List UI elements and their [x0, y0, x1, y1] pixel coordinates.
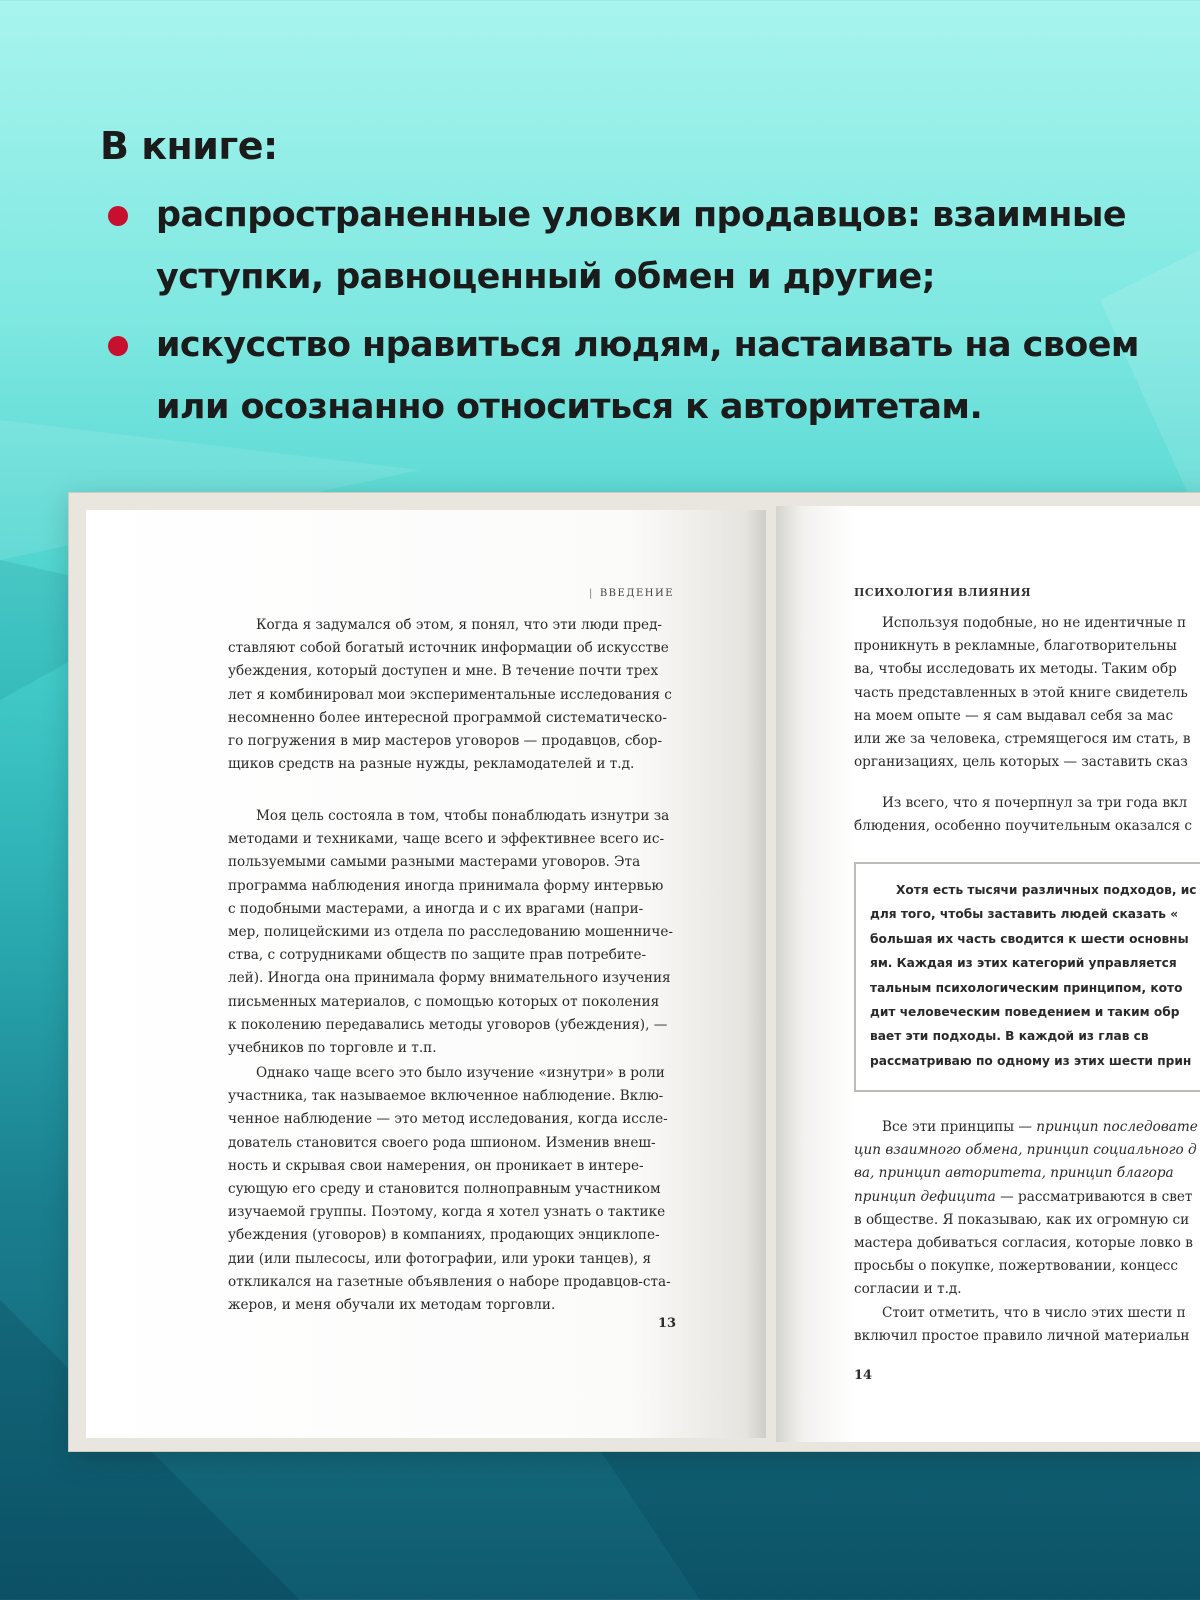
text-line: рассматриваю по одному из этих шести прин [870, 1053, 1192, 1068]
paragraph [228, 1062, 762, 1317]
text-line: ченное наблюдение — это метод исследования, когда иссле- [228, 1111, 668, 1128]
text-line: го погружения в мир мастеров уговоров — продавцов, сбор- [228, 733, 663, 750]
text-line: ность и скрывая свои намерения, он проникает в интере- [228, 1157, 644, 1174]
text-line [854, 1186, 1200, 1209]
text-line: с подобными мастерами, а иногда и с их врагами (напри- [228, 900, 644, 917]
text-span: Все эти принципы — [882, 1119, 1037, 1135]
text-line: ства, с сотрудниками обществ по защите прав потребите- [228, 947, 647, 964]
list-item-line: или осознанно относиться к авторитетам. [156, 387, 983, 427]
text-line: для того, чтобы заставить людей сказать « [870, 907, 1179, 922]
text-line: Из всего, что я почерпнул за три года вкл [882, 795, 1188, 811]
paragraph [854, 612, 1200, 774]
text-line: Однако чаще всего это было изучение «изнутри» в роли [256, 1065, 665, 1081]
feature-list [100, 184, 1180, 444]
list-item [100, 184, 1180, 308]
running-header [589, 588, 674, 599]
text-line: методами и техниками, чаще всего и эффективнее всего ис- [228, 831, 665, 848]
page-number: 13 [658, 1316, 677, 1331]
text-span-italic: принцип дефицита [854, 1188, 996, 1205]
text-line: часть представленных в этой книге свидетель [854, 684, 1188, 701]
text-line: цип взаимного обмена, принцип социального д [854, 1142, 1197, 1159]
text-line: тальным психологическим принципом, кото [870, 980, 1183, 995]
text-line: большая их часть сводится к шести основны [870, 931, 1189, 946]
text-line: участника, так называемое включенное наблюдение. Вклю- [228, 1088, 664, 1105]
text-line: откликался на газетные объявления о наборе продавцов-ста- [228, 1273, 671, 1290]
text-line: убеждения, который доступен и мне. В течение почти трех [228, 663, 659, 680]
bullet-icon [108, 336, 128, 356]
text-line: Хотя есть тысячи различных подходов, ис [896, 883, 1197, 897]
text-line: Используя подобные, но не идентичные п [882, 615, 1187, 631]
text-line: ставляют собой богатый источник информации об искусстве [228, 640, 669, 657]
text-line: Стоит отметить, что в число этих шести п [882, 1305, 1186, 1321]
text-line: лей). Иногда она принимала форму внимательного изучения [228, 970, 671, 987]
paragraph [228, 614, 762, 776]
text-line: пользуемыми самыми разными мастерами уговоров. Эта [228, 854, 641, 871]
left-page [86, 510, 766, 1438]
quote-text [870, 878, 1200, 1073]
text-line: или же за человека, стремящегося им стать, в [854, 731, 1191, 748]
text-line: жеров, и меня обучали их методам торговли. [228, 1297, 556, 1314]
running-header: ПСИХОЛОГИЯ ВЛИЯНИЯ [854, 586, 1032, 599]
text-line: лет я комбинировал мои экспериментальные исследования с [228, 686, 672, 703]
text-span-italic: принцип последовате [1036, 1119, 1198, 1135]
text-line: ва, чтобы исследовать их методы. Таким обр [854, 661, 1177, 678]
text-line: сующую его среду и становится полноправным участником [228, 1181, 661, 1198]
paragraph [854, 792, 1200, 838]
paragraph [854, 1116, 1200, 1302]
text-line: дии (или пылесосы, или фотографии, или уроки танцев), я [228, 1250, 652, 1267]
right-page [776, 506, 1200, 1442]
text-line: блюдения, особенно поучительным оказался с [854, 818, 1192, 835]
text-line: мастера добиваться согласия, которые ловко в [854, 1235, 1193, 1252]
text-line: включил простое правило личной материальн [854, 1328, 1190, 1345]
text-span: — рассматриваются в свет [995, 1188, 1193, 1205]
text-line: дит человеческим поведением и таким обр [870, 1005, 1180, 1020]
page-number: 14 [854, 1368, 873, 1383]
text-line: согласии и т.д. [854, 1281, 962, 1298]
text-line: ям. Каждая из этих категорий управляется [870, 956, 1177, 971]
text-line: проникнуть в рекламные, благотворительны [854, 638, 1177, 655]
text-line: мер, полицейскими из отдела по расследованию мошенниче- [228, 924, 673, 941]
text-line: щиков средств на разные нужды, рекламодателей и т.д. [228, 756, 635, 773]
text-line: организациях, цель которых — заставить сказ [854, 754, 1188, 771]
quote-box [854, 862, 1200, 1092]
text-line: ва, принцип авторитета, принцип благора [854, 1165, 1174, 1182]
text-line: изучаемой группы. Поэтому, когда я хотел узнать о тактике [228, 1204, 666, 1221]
header-divider: | [588, 588, 594, 599]
text-line: Моя цель состояла в том, чтобы понаблюдать изнутри за [256, 808, 670, 824]
list-item-line: искусство нравиться людям, настаивать на своем [156, 325, 1139, 365]
text-line: вает эти подходы. В каждой из глав св [870, 1029, 1149, 1044]
text-line: несомненно более интересной программой систематическо- [228, 709, 667, 726]
text-line: учебников по торговле и т.п. [228, 1040, 437, 1057]
text-line: Когда я задумался об этом, я понял, что эти люди пред- [256, 617, 663, 633]
text-line: дователь становится своего рода шпионом. Изменив внеш- [228, 1134, 656, 1151]
text-line: к поколению передавались методы уговоров (убеждения), — [228, 1016, 668, 1033]
list-item-line: распространенные уловки продавцов: взаимные [156, 195, 1127, 235]
list-item [100, 314, 1180, 438]
text-line: программа наблюдения иногда принимала форму интервью [228, 877, 664, 894]
bullet-icon [108, 206, 128, 226]
text-line: на моем опыте — я сам выдавал себя за мас [854, 707, 1174, 724]
running-header-text: ВВЕДЕНИЕ [599, 588, 674, 599]
paragraph [228, 805, 762, 1060]
text-line: письменных материалов, с помощью которых от поколения [228, 993, 660, 1010]
list-item-line: уступки, равноценный обмен и другие; [156, 257, 936, 297]
paragraph [854, 1302, 1200, 1348]
text-line [854, 1116, 1200, 1139]
text-line: просьбы о покупке, пожертвовании, концесс [854, 1258, 1178, 1275]
text-line: в обществе. Я показываю, как их огромную си [854, 1211, 1190, 1228]
page-title: В книге: [100, 124, 278, 168]
text-line: убеждения (уговоров) в компаниях, продающих энциклопе- [228, 1227, 660, 1244]
